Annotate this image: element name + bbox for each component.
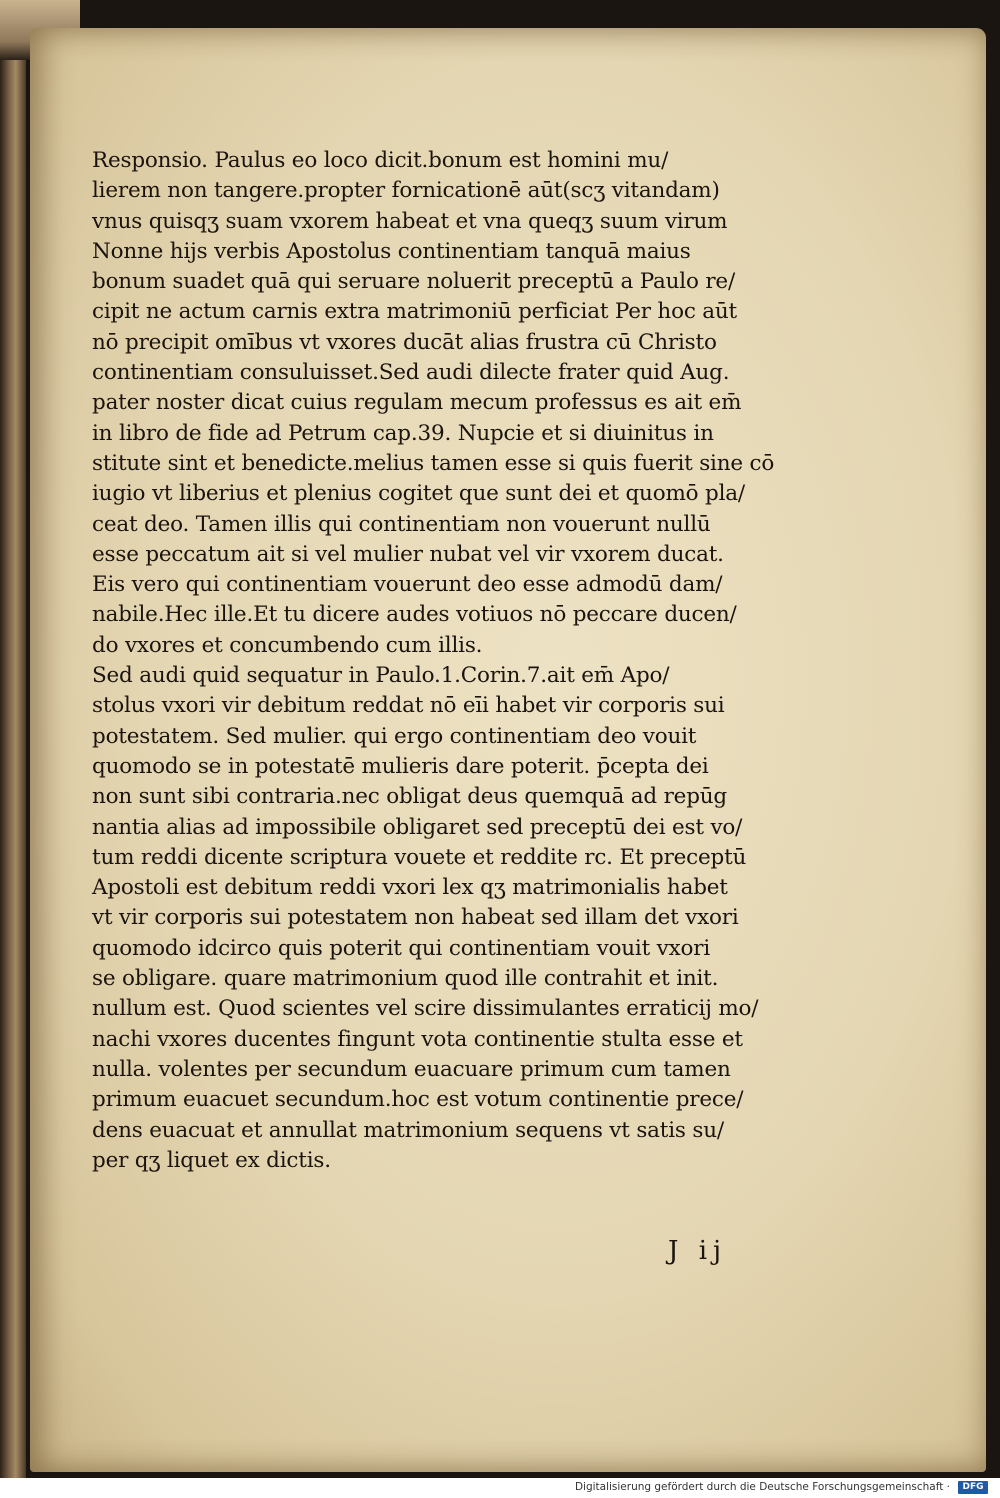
footer-bar <box>0 1478 1000 1498</box>
printed-page <box>30 28 986 1472</box>
text-line: continentiam consuluisset.Sed audi dilecte frater quid Aug. <box>92 360 730 386</box>
text-line: nō precipit omībus vt vxores ducāt alias frustra cū Christo <box>92 329 717 355</box>
signature-mark: J ij <box>668 1236 728 1266</box>
text-line: bonum suadet quā qui seruare noluerit preceptū a Paulo re/ <box>92 269 735 295</box>
text-line: quomodo idcirco quis poterit qui continentiam vouit vxori <box>92 935 711 961</box>
text-line: primum euacuet secundum.hoc est votum continentie prece/ <box>92 1087 744 1113</box>
text-line: Responsio. Paulus eo loco dicit.bonum est homini mu/ <box>92 148 669 173</box>
text-line: nachi vxores ducentes fingunt vota continentie stulta esse et <box>92 1026 743 1052</box>
text-line: vnus quisqʒ suam vxorem habeat et vna queqʒ suum virum <box>92 208 728 234</box>
body-text <box>92 146 872 1176</box>
text-line: do vxores et concumbendo cum illis. <box>92 632 483 658</box>
text-line: quomodo se in potestatē mulieris dare poterit. p̄cepta dei <box>92 753 709 779</box>
text-line: cipit ne actum carnis extra matrimoniū perficiat Per hoc aūt <box>92 299 737 325</box>
text-line: se obligare. quare matrimonium quod ille contrahit et init. <box>92 966 719 992</box>
book-spine-edge <box>0 0 26 1478</box>
text-line: stitute sint et benedicte.melius tamen esse si quis fuerit sine cō <box>92 450 775 476</box>
text-line: non sunt sibi contraria.nec obligat deus quemquā ad repūg <box>92 784 727 810</box>
text-line: Eis vero qui continentiam vouerunt deo esse admodū dam/ <box>92 572 723 598</box>
text-line: potestatem. Sed mulier. qui ergo continentiam deo vouit <box>92 723 697 749</box>
text-line: Sed audi quid sequatur in Paulo.1.Corin.7.ait em̄ Apo/ <box>92 663 670 689</box>
text-line: nullum est. Quod scientes vel scire dissimulantes erraticij mo/ <box>92 996 759 1022</box>
text-line: stolus vxori vir debitum reddat nō eīi habet vir corporis sui <box>92 693 725 719</box>
text-line: per qʒ liquet ex dictis. <box>92 1147 331 1173</box>
text-line: pater noster dicat cuius regulam mecum professus es ait em̄ <box>92 390 742 416</box>
text-line: lierem non tangere.propter fornicationē aūt(scʒ vitandam) <box>92 178 720 204</box>
text-line: vt vir corporis sui potestatem non habeat sed illam det vxori <box>92 905 739 931</box>
text-line: Nonne hijs verbis Apostolus continentiam tanquā maius <box>92 238 691 264</box>
text-line: in libro de fide ad Petrum cap.39. Nupcie et si diuinitus in <box>92 420 714 446</box>
text-line: dens euacuat et annullat matrimonium sequens vt satis su/ <box>92 1117 724 1143</box>
digitization-credit: Digitalisierung gefördert durch die Deutsche Forschungsgemeinschaft · <box>574 1481 950 1493</box>
dfg-logo-icon: DFG <box>958 1481 988 1494</box>
text-line: iugio vt liberius et plenius cogitet que sunt dei et quomō pla/ <box>92 481 745 507</box>
text-line: ceat deo. Tamen illis qui continentiam non vouerunt nullū <box>92 511 711 537</box>
text-line: nulla. volentes per secundum euacuare primum cum tamen <box>92 1056 731 1082</box>
text-line: tum reddi dicente scriptura vouete et reddite rc. Et preceptū <box>92 844 747 870</box>
text-line: nabile.Hec ille.Et tu dicere audes votiuos nō peccare ducen/ <box>92 602 737 628</box>
text-line: esse peccatum ait si vel mulier nubat vel vir vxorem ducat. <box>92 541 724 567</box>
text-line: nantia alias ad impossibile obligaret sed preceptū dei est vo/ <box>92 814 743 840</box>
text-line: Apostoli est debitum reddi vxori lex qʒ matrimonialis habet <box>92 875 728 901</box>
